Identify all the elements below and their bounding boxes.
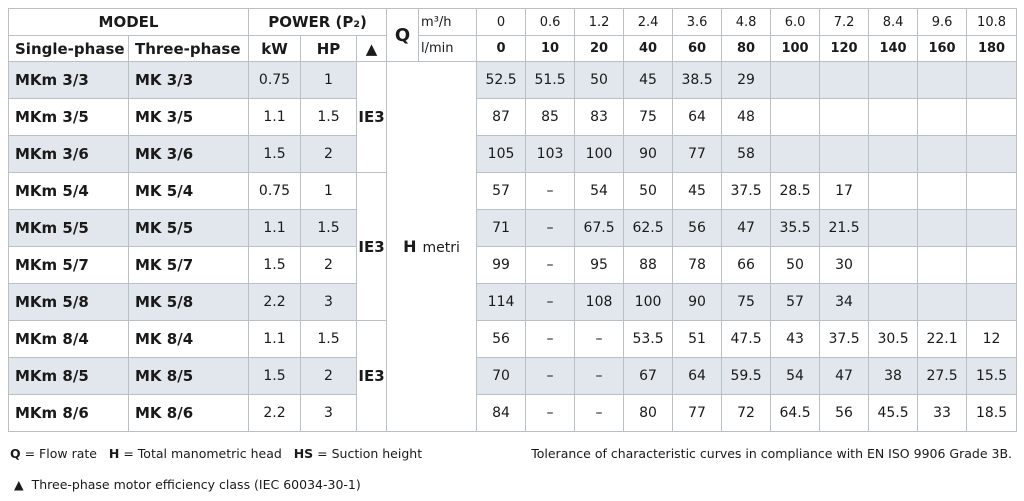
power-hp: 2 — [301, 136, 357, 173]
head-value: 51 — [673, 321, 722, 358]
three-phase-model: MK 8/5 — [129, 358, 249, 395]
table-row — [9, 62, 1017, 99]
head-value — [918, 247, 967, 284]
head-value — [869, 136, 918, 173]
head-value: 43 — [771, 321, 820, 358]
head-value: 50 — [624, 173, 673, 210]
three-phase-model: MK 5/7 — [129, 247, 249, 284]
three-phase-model: MK 3/5 — [129, 99, 249, 136]
head-value: 84 — [477, 395, 526, 432]
three-phase-model: MK 8/6 — [129, 395, 249, 432]
head-value — [967, 284, 1017, 321]
table-row — [9, 136, 1017, 173]
head-value: 48 — [722, 99, 771, 136]
head-value: 12 — [967, 321, 1017, 358]
head-value: 17 — [820, 173, 869, 210]
three-phase-model: MK 5/5 — [129, 210, 249, 247]
head-value: 56 — [673, 210, 722, 247]
flow-lmin-value: 120 — [820, 36, 869, 62]
head-value: 75 — [624, 99, 673, 136]
flow-lmin-value: 80 — [722, 36, 771, 62]
efficiency-class-note — [14, 477, 361, 492]
head-value: 54 — [575, 173, 624, 210]
flow-unit-m3h: m³/h — [419, 9, 477, 36]
power-hp: 3 — [301, 395, 357, 432]
head-value: 33 — [918, 395, 967, 432]
head-value: 80 — [624, 395, 673, 432]
efficiency-class: IE3 — [357, 173, 387, 321]
head-value: 37.5 — [820, 321, 869, 358]
table-row — [9, 358, 1017, 395]
flow-lmin-value: 140 — [869, 36, 918, 62]
head-value: 88 — [624, 247, 673, 284]
head-value: 64 — [673, 99, 722, 136]
triangle-icon: ▲ — [357, 36, 387, 62]
power-kw: 1.5 — [249, 358, 301, 395]
head-value: 87 — [477, 99, 526, 136]
efficiency-class: IE3 — [357, 321, 387, 432]
head-value — [967, 62, 1017, 99]
head-value: 62.5 — [624, 210, 673, 247]
power-kw: 0.75 — [249, 62, 301, 99]
table-row — [9, 247, 1017, 284]
table-row — [9, 284, 1017, 321]
flow-unit-lmin: l/min — [419, 36, 477, 62]
three-phase-model: MK 5/8 — [129, 284, 249, 321]
legend-hs-key: HS — [293, 446, 314, 461]
head-value: 67.5 — [575, 210, 624, 247]
table-row — [9, 173, 1017, 210]
power-hp: 1.5 — [301, 210, 357, 247]
head-value: 58 — [722, 136, 771, 173]
flow-m3h-value: 0.6 — [526, 9, 575, 36]
head-value: – — [526, 210, 575, 247]
power-kw: 1.5 — [249, 247, 301, 284]
head-value: 51.5 — [526, 62, 575, 99]
abbreviation-legend — [10, 446, 422, 461]
hp-header: HP — [301, 36, 357, 62]
three-phase-model: MK 3/3 — [129, 62, 249, 99]
head-value — [771, 99, 820, 136]
head-value: – — [526, 321, 575, 358]
table-row — [9, 210, 1017, 247]
head-value — [869, 210, 918, 247]
head-value: 59.5 — [722, 358, 771, 395]
head-value — [967, 247, 1017, 284]
head-value: 30.5 — [869, 321, 918, 358]
head-value: 64.5 — [771, 395, 820, 432]
single-phase-model: MKm 3/5 — [9, 99, 129, 136]
head-value: 56 — [477, 321, 526, 358]
head-value: 34 — [820, 284, 869, 321]
head-value — [918, 173, 967, 210]
table-row — [9, 99, 1017, 136]
single-phase-model: MKm 5/5 — [9, 210, 129, 247]
head-symbol: H — [403, 237, 417, 256]
flow-lmin-value: 10 — [526, 36, 575, 62]
three-phase-model: MK 3/6 — [129, 136, 249, 173]
head-value: 54 — [771, 358, 820, 395]
model-header: MODEL — [9, 9, 249, 36]
legend-h-key: H — [108, 446, 120, 461]
single-phase-model: MKm 3/6 — [9, 136, 129, 173]
head-unit: metri — [422, 240, 460, 256]
legend-h-text: = Total manometric head — [119, 446, 282, 461]
head-value — [820, 136, 869, 173]
flow-m3h-value: 9.6 — [918, 9, 967, 36]
head-value: 28.5 — [771, 173, 820, 210]
head-value: 108 — [575, 284, 624, 321]
head-value: – — [526, 173, 575, 210]
single-phase-model: MKm 8/6 — [9, 395, 129, 432]
head-value: 57 — [771, 284, 820, 321]
head-value: 77 — [673, 136, 722, 173]
head-value: 18.5 — [967, 395, 1017, 432]
head-value: – — [526, 395, 575, 432]
head-value: – — [526, 247, 575, 284]
head-value: 45 — [624, 62, 673, 99]
head-value: 100 — [575, 136, 624, 173]
legend-hs-text: = Suction height — [313, 446, 423, 461]
three-phase-model: MK 5/4 — [129, 173, 249, 210]
head-value — [918, 284, 967, 321]
legend-q-text: = Flow rate — [20, 446, 97, 461]
head-value: 105 — [477, 136, 526, 173]
head-value: 66 — [722, 247, 771, 284]
single-phase-model: MKm 8/4 — [9, 321, 129, 358]
power-header: POWER (P₂) — [249, 9, 387, 36]
head-value — [918, 210, 967, 247]
head-value: 53.5 — [624, 321, 673, 358]
head-value: 37.5 — [722, 173, 771, 210]
head-value: 50 — [771, 247, 820, 284]
head-value: 99 — [477, 247, 526, 284]
head-value: 27.5 — [918, 358, 967, 395]
head-value: 67 — [624, 358, 673, 395]
head-value: 95 — [575, 247, 624, 284]
flow-lmin-value: 20 — [575, 36, 624, 62]
head-value — [820, 99, 869, 136]
head-value — [869, 173, 918, 210]
tolerance-note: Tolerance of characteristic curves in compliance with EN ISO 9906 Grade 3B. — [531, 446, 1012, 461]
power-kw: 2.2 — [249, 395, 301, 432]
power-hp: 1 — [301, 62, 357, 99]
head-value: 45 — [673, 173, 722, 210]
flow-m3h-value: 6.0 — [771, 9, 820, 36]
head-value: – — [526, 284, 575, 321]
head-value — [967, 99, 1017, 136]
head-value: – — [526, 358, 575, 395]
head-value — [869, 99, 918, 136]
head-value: 77 — [673, 395, 722, 432]
head-value: 15.5 — [967, 358, 1017, 395]
head-value — [918, 99, 967, 136]
power-kw: 0.75 — [249, 173, 301, 210]
head-value: 38.5 — [673, 62, 722, 99]
flow-q-label: Q — [387, 9, 419, 62]
legend-q-key: Q — [10, 446, 21, 461]
head-value: – — [575, 358, 624, 395]
flow-m3h-value: 7.2 — [820, 9, 869, 36]
head-value: 71 — [477, 210, 526, 247]
efficiency-class: IE3 — [357, 62, 387, 173]
power-kw: 1.1 — [249, 321, 301, 358]
head-value — [918, 62, 967, 99]
head-value: – — [575, 321, 624, 358]
power-kw: 2.2 — [249, 284, 301, 321]
three-phase-model: MK 8/4 — [129, 321, 249, 358]
head-value: 78 — [673, 247, 722, 284]
power-kw: 1.5 — [249, 136, 301, 173]
flow-m3h-value: 8.4 — [869, 9, 918, 36]
head-value: 22.1 — [918, 321, 967, 358]
power-hp: 2 — [301, 358, 357, 395]
head-value: 85 — [526, 99, 575, 136]
head-value — [967, 136, 1017, 173]
head-value: – — [575, 395, 624, 432]
flow-m3h-value: 1.2 — [575, 9, 624, 36]
head-value: 47.5 — [722, 321, 771, 358]
flow-lmin-value: 0 — [477, 36, 526, 62]
table-row — [9, 321, 1017, 358]
head-value: 90 — [624, 136, 673, 173]
flow-m3h-value: 2.4 — [624, 9, 673, 36]
head-value — [967, 210, 1017, 247]
head-value — [820, 62, 869, 99]
power-hp: 1.5 — [301, 321, 357, 358]
single-phase-header: Single-phase — [9, 36, 129, 62]
power-hp: 1 — [301, 173, 357, 210]
head-value: 103 — [526, 136, 575, 173]
head-value: 38 — [869, 358, 918, 395]
flow-lmin-value: 100 — [771, 36, 820, 62]
head-value: 47 — [820, 358, 869, 395]
flow-m3h-value: 10.8 — [967, 9, 1017, 36]
head-value: 83 — [575, 99, 624, 136]
head-value — [869, 284, 918, 321]
flow-m3h-value: 4.8 — [722, 9, 771, 36]
single-phase-model: MKm 3/3 — [9, 62, 129, 99]
single-phase-model: MKm 5/7 — [9, 247, 129, 284]
head-value — [967, 173, 1017, 210]
triangle-icon: ▲ — [14, 477, 24, 492]
head-value: 100 — [624, 284, 673, 321]
head-value: 21.5 — [820, 210, 869, 247]
head-value: 35.5 — [771, 210, 820, 247]
head-value: 30 — [820, 247, 869, 284]
single-phase-model: MKm 5/8 — [9, 284, 129, 321]
head-value: 70 — [477, 358, 526, 395]
head-value — [771, 62, 820, 99]
head-value — [771, 136, 820, 173]
single-phase-model: MKm 8/5 — [9, 358, 129, 395]
head-value: 72 — [722, 395, 771, 432]
head-value: 114 — [477, 284, 526, 321]
power-hp: 2 — [301, 247, 357, 284]
head-value: 45.5 — [869, 395, 918, 432]
table-row — [9, 395, 1017, 432]
power-kw: 1.1 — [249, 210, 301, 247]
flow-lmin-value: 160 — [918, 36, 967, 62]
head-value: 47 — [722, 210, 771, 247]
flow-lmin-value: 40 — [624, 36, 673, 62]
head-value: 90 — [673, 284, 722, 321]
head-value: 57 — [477, 173, 526, 210]
head-label-cell — [387, 62, 477, 432]
head-value: 75 — [722, 284, 771, 321]
power-hp: 1.5 — [301, 99, 357, 136]
flow-m3h-value: 0 — [477, 9, 526, 36]
head-value: 52.5 — [477, 62, 526, 99]
head-value: 50 — [575, 62, 624, 99]
kw-header: kW — [249, 36, 301, 62]
pump-performance-table — [8, 8, 1017, 432]
head-value — [869, 62, 918, 99]
power-kw: 1.1 — [249, 99, 301, 136]
flow-lmin-value: 60 — [673, 36, 722, 62]
efficiency-class-text: Three-phase motor efficiency class (IEC 60034-30-1) — [31, 477, 361, 492]
flow-m3h-value: 3.6 — [673, 9, 722, 36]
head-value — [869, 247, 918, 284]
single-phase-model: MKm 5/4 — [9, 173, 129, 210]
head-value: 29 — [722, 62, 771, 99]
flow-lmin-value: 180 — [967, 36, 1017, 62]
three-phase-header: Three-phase — [129, 36, 249, 62]
head-value: 64 — [673, 358, 722, 395]
head-value: 56 — [820, 395, 869, 432]
power-hp: 3 — [301, 284, 357, 321]
head-value — [918, 136, 967, 173]
